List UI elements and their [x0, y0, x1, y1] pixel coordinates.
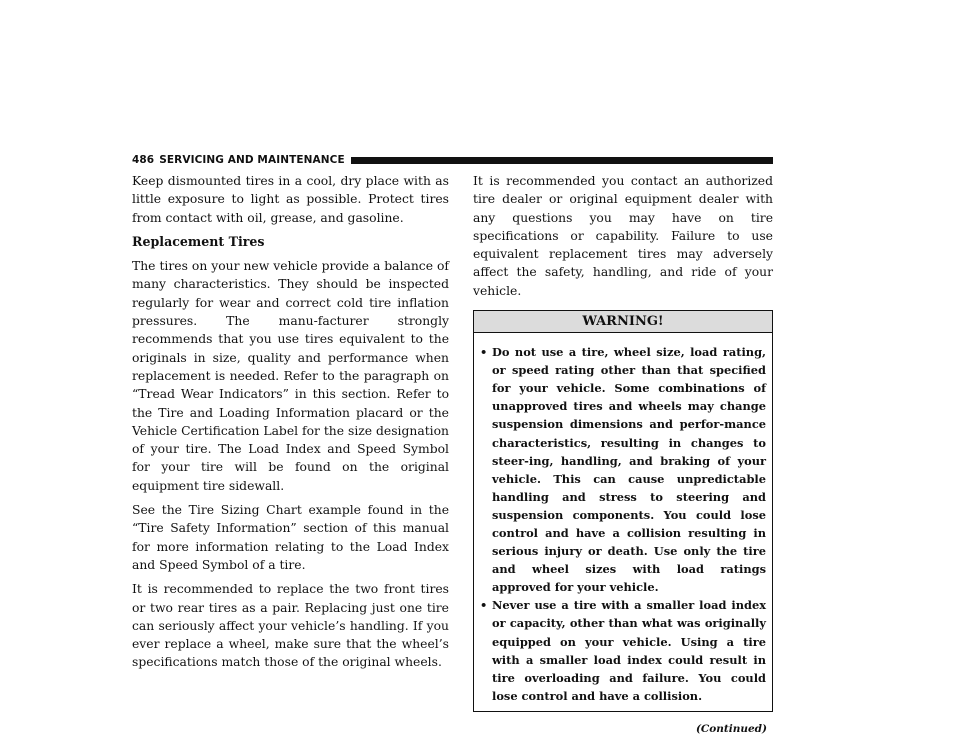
- page-header: [132, 154, 773, 166]
- dealer-paragraph: It is recommended you contact an authorized tire dealer or original equipment dealer with any questions you may have on tire specifications or capability. Failure to use equivalent replacement tires may adversely affect the safety, handling, and ride of your vehicle.: [473, 174, 773, 298]
- header-text: [132, 154, 345, 166]
- storage-paragraph: Keep dismounted tires in a cool, dry place with as little exposure to light as possible. Protect tires from contact with oil, grease, and gasoline.: [132, 174, 449, 225]
- page-number: 486: [132, 154, 155, 166]
- warning-item: [480, 343, 766, 596]
- warning-item-text: Do not use a tire, wheel size, load rating, or speed rating other than that specified for your vehicle. Some combinations of unapproved tires and wheels may change suspension dimensions and perfor-mance characteristics, resulting in changes to steer-ing, handling, and braking of your vehicle. This can cause unpredictable handling and stress to steering and suspension components. You could lose control and have a collision resulting in serious injury or death. Use only the tire and wheel sizes with load ratings approved for your vehicle.: [492, 345, 766, 595]
- warning-box: [473, 310, 773, 712]
- warning-title: WARNING!: [474, 311, 772, 333]
- replacement-paragraph: The tires on your new vehicle provide a balance of many characteristics. They should be inspected regularly for wear and correct cold tire inflation pressures. The manu-facturer strongly recommends that you use tires equivalent to the originals in size, quality and performance when replacement is needed. Refer to the paragraph on “Tread Wear Indicators” in this section. Refer to the Tire and Loading Information placard or the Vehicle Certification Label for the size designation of your tire. The Load Index and Speed Symbol for your tire will be found on the original equipment tire sidewall.: [132, 259, 449, 493]
- section-title: SERVICING AND MAINTENANCE: [159, 154, 345, 166]
- right-column: [473, 172, 773, 738]
- bullet-icon: •: [480, 598, 488, 613]
- left-column: [132, 172, 449, 678]
- pair-replacement-paragraph: It is recommended to replace the two front tires or two rear tires as a pair. Replacing just one tire can seriously affect your vehicle’s handling. If you ever replace a wheel, make sure that the wheel’s specifications match those of the original wheels.: [132, 582, 449, 670]
- header-rule: [351, 157, 773, 164]
- bullet-icon: •: [480, 345, 488, 360]
- warning-item: [480, 596, 766, 705]
- replacement-tires-heading: Replacement Tires: [132, 233, 265, 249]
- continued-label: (Continued): [695, 722, 767, 735]
- warning-item-text: Never use a tire with a smaller load index or capacity, other than what was originally equipped on your vehicle. Using a tire with a smaller load index could result in tire overloading and failure. You could lose control and have a collision.: [492, 598, 766, 703]
- sizing-chart-paragraph: See the Tire Sizing Chart example found in the “Tire Safety Information” section of this manual for more information relating to the Load Index and Speed Symbol of a tire.: [132, 503, 449, 572]
- warning-list: [474, 333, 772, 711]
